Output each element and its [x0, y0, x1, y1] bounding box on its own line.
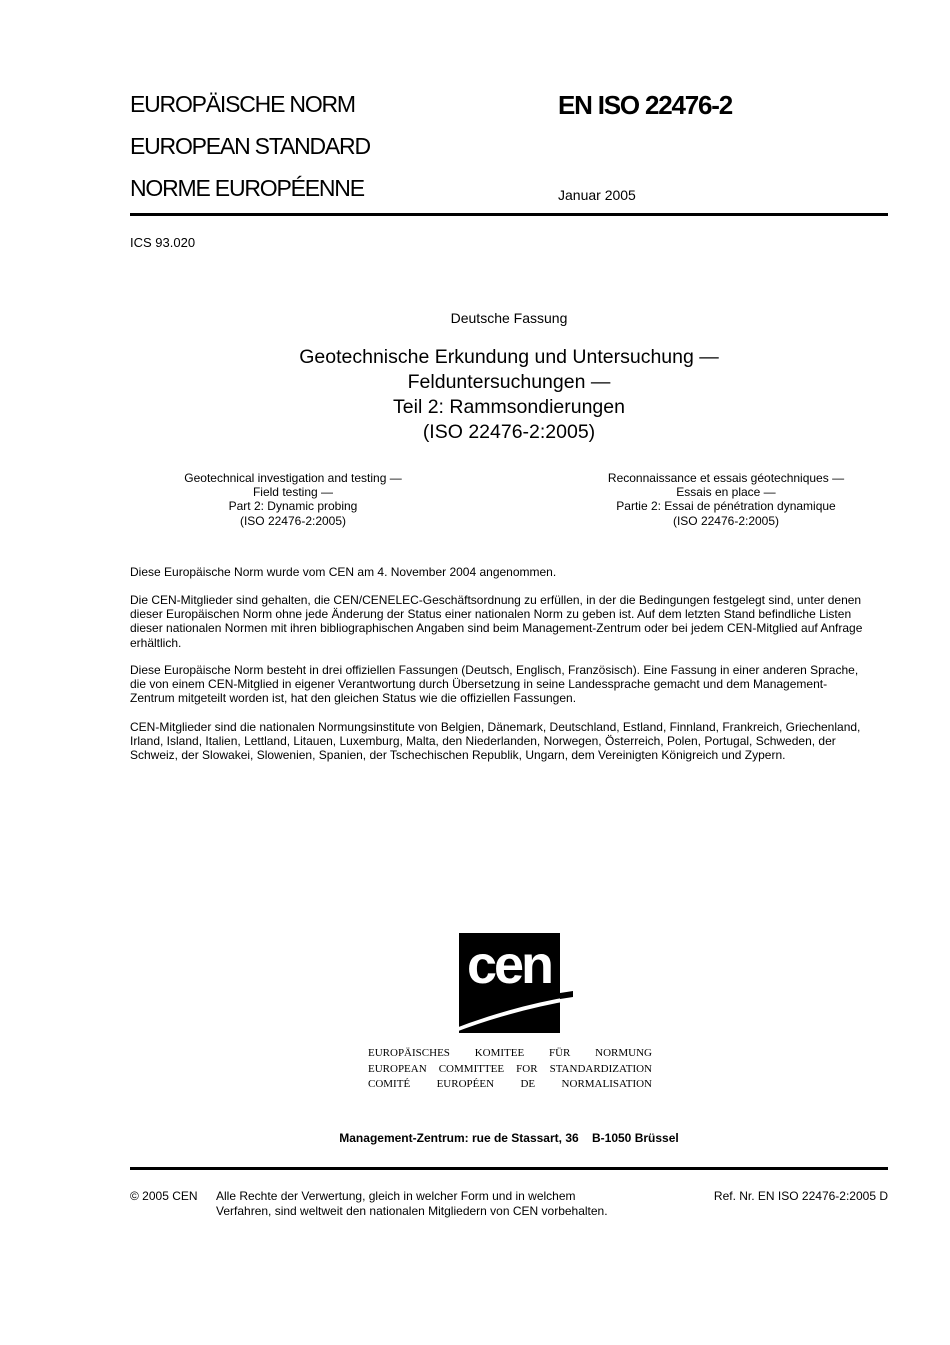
subtitle-line: (ISO 22476-2:2005): [239, 513, 347, 528]
paragraph-line: dieser nationalen Normen mit ihren bibliographischen Angaben sind beim Management-Zentrum oder bei jedem CEN-Mitglied auf Anfrage: [130, 621, 863, 636]
subtitle-line: Geotechnical investigation and testing —: [184, 471, 402, 485]
rights-notice: [216, 1189, 608, 1218]
obligations-paragraph: [130, 593, 890, 650]
paragraph-line: Die CEN-Mitglieder sind gehalten, die CEN/CENELEC-Geschäftsordnung zu erfüllen, in der die Bedingungen festgelegt sind, unter denen: [130, 593, 862, 607]
subtitle-line: Essais en place —: [676, 485, 776, 500]
paragraph-line: Irland, Island, Italien, Lettland, Litauen, Luxemburg, Malta, den Niederlanden, Norwegen, Österreich, Polen, Portugal, Schweden, der: [130, 734, 836, 749]
main-title: [230, 345, 788, 445]
committee-name-de: EUROPÄISCHES KOMITEE FÜR NORMUNG: [368, 1047, 652, 1059]
subtitle-line: (ISO 22476-2:2005): [672, 513, 780, 528]
rights-line: Alle Rechte der Verwertung, gleich in welcher Form und in welchem: [216, 1189, 576, 1203]
committee-name-fr: COMITÉ EUROPÉEN DE NORMALISATION: [368, 1078, 652, 1090]
subtitle-line: Partie 2: Essai de pénétration dynamique: [616, 499, 836, 514]
paragraph-line: dieser Europäischen Norm ohne jede Änderung der Status einer nationalen Norm zu geben ist. Auf dem letzten Stand befindliche Listen: [130, 607, 852, 622]
title-line: (ISO 22476-2:2005): [422, 421, 596, 443]
subtitle-french: [576, 471, 876, 528]
paragraph-line: Zentrum mitgeteilt worden ist, hat den gleichen Status wie die offiziellen Fassungen.: [130, 691, 577, 706]
subtitle-line: Reconnaissance et essais géotechniques —: [607, 471, 845, 485]
cen-logo-graphic: [448, 933, 574, 1033]
adoption-paragraph: [130, 565, 890, 579]
ics-code: ICS 93.020: [130, 235, 196, 250]
paragraph-line: Schweiz, der Slowakei, Slowenien, Spanien, der Tschechischen Republik, Ungarn, dem Vereinigten Königreich und Zypern.: [130, 748, 786, 763]
rights-line: Verfahren, sind weltweit den nationalen Mitgliedern von CEN vorbehalten.: [216, 1203, 608, 1218]
subtitle-english: [150, 471, 436, 528]
title-line: Teil 2: Rammsondierungen: [393, 396, 625, 418]
paragraph-line: erhältlich.: [130, 635, 182, 650]
management-centre-address: Management-Zentrum: rue de Stassart, 36 B-1050 Brüssel: [339, 1131, 679, 1145]
reference-number: Ref. Nr. EN ISO 22476-2:2005 D: [713, 1189, 888, 1203]
paragraph-line: Diese Europäische Norm wurde vom CEN am 4. November 2004 angenommen.: [130, 565, 557, 579]
norm-title-en: EUROPEAN STANDARD: [130, 133, 370, 159]
subtitle-line: Field testing —: [252, 485, 334, 500]
header-divider: [130, 213, 888, 216]
norm-title-de: EUROPÄISCHE NORM: [130, 91, 355, 117]
subtitle-line: Part 2: Dynamic probing: [228, 499, 358, 514]
committee-names: [368, 1046, 652, 1093]
cen-logo-text: cen: [466, 935, 552, 995]
title-line: Geotechnische Erkundung und Untersuchung —: [299, 346, 719, 368]
copyright: © 2005 CEN: [130, 1189, 198, 1203]
cen-logo: [448, 933, 574, 1033]
document-number: EN ISO 22476-2: [558, 90, 732, 120]
paragraph-line: die von einem CEN-Mitglied in eigener Verantwortung durch Übersetzung in seine Landessprache gemacht und dem Management-: [130, 677, 828, 692]
members-paragraph: [130, 720, 890, 763]
footer-divider: [130, 1167, 888, 1170]
committee-name-en: EUROPEAN COMMITTEE FOR STANDARDIZATION: [368, 1062, 652, 1075]
title-line: Felduntersuchungen —: [407, 371, 611, 393]
norm-title-fr: NORME EUROPÉENNE: [130, 175, 364, 201]
version-label: Deutsche Fassung: [450, 310, 568, 326]
paragraph-line: CEN-Mitglieder sind die nationalen Normungsinstitute von Belgien, Dänemark, Deutschland, Estland, Finnland, Frankreich, Griechenland,: [130, 720, 861, 734]
publication-date: Januar 2005: [558, 187, 636, 203]
versions-paragraph: [130, 663, 890, 706]
paragraph-line: Diese Europäische Norm besteht in drei offiziellen Fassungen (Deutsch, Englisch, Französisch). Eine Fassung in einer anderen Sprache,: [130, 663, 859, 677]
